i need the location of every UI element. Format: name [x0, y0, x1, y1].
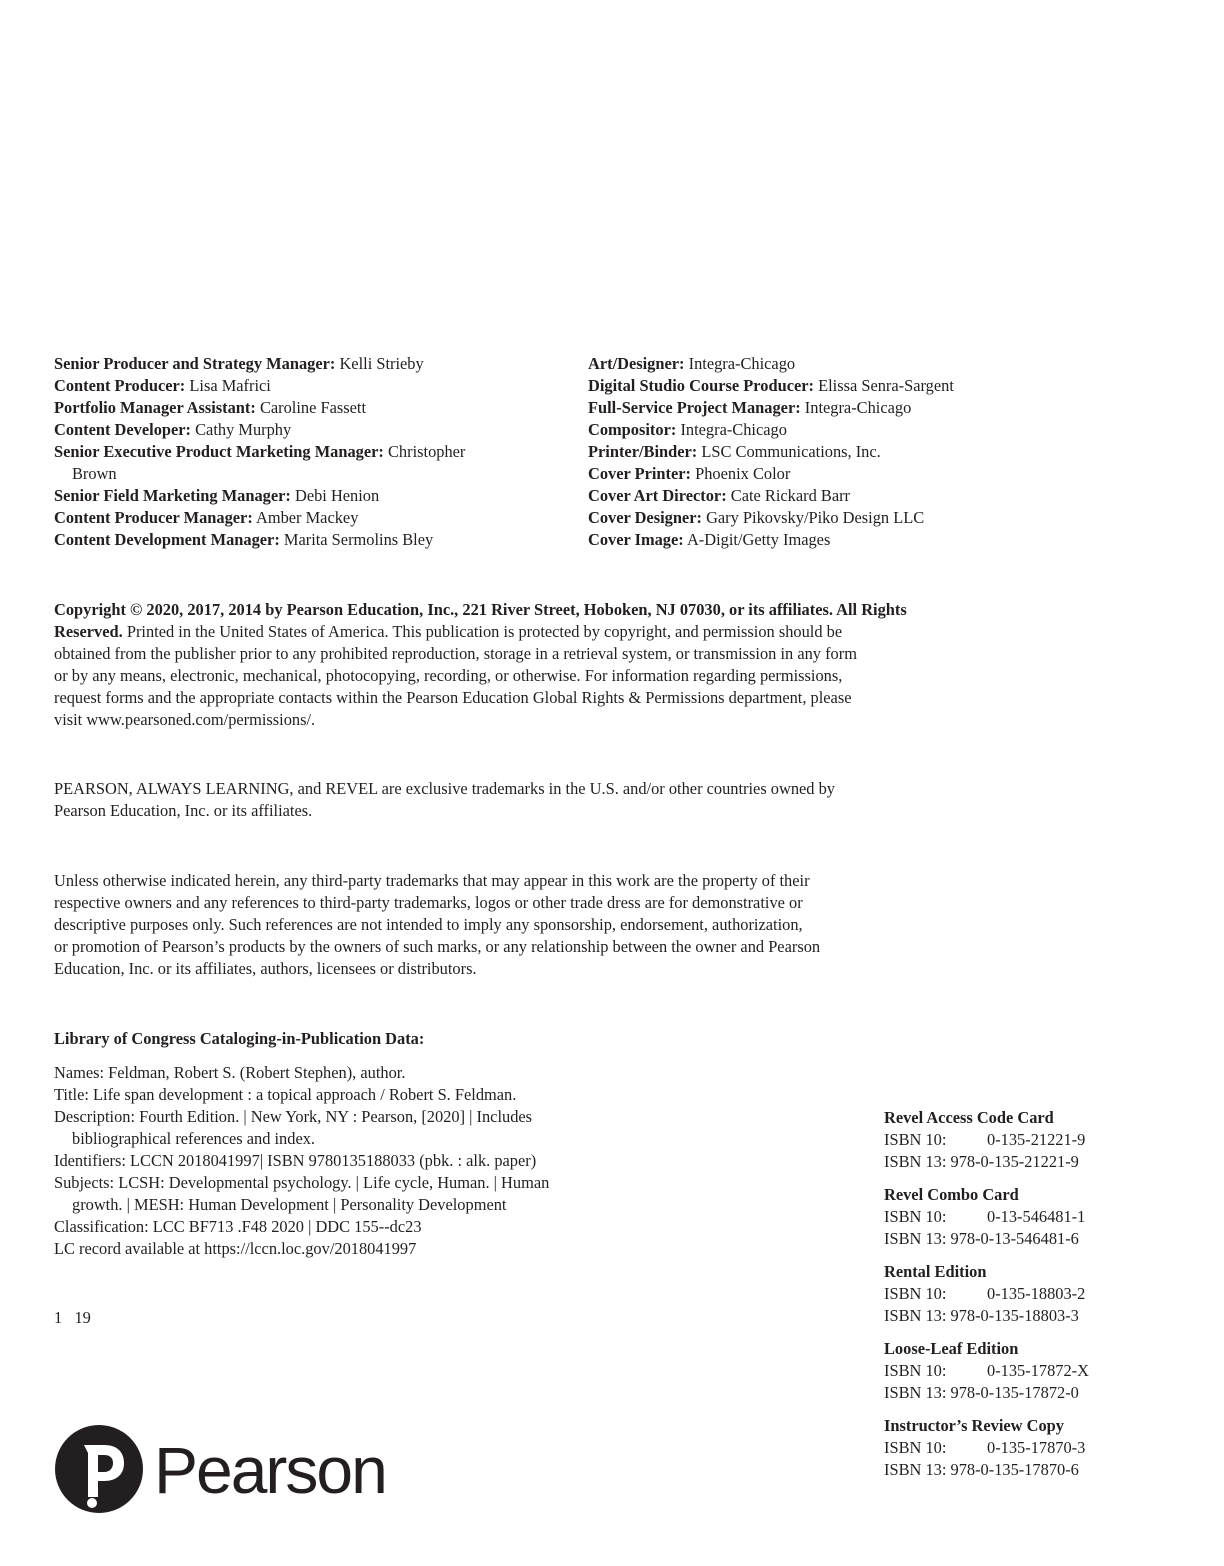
copyright-paragraph: Copyright © 2020, 2017, 2014 by Pearson Education, Inc., 221 River Street, Hoboken, NJ 07030, or its affiliates. All Rights Reserved. Printed in the United States of America. This publication is protected by copyright, and permission should be obtained from the publisher prior to any prohibited reproduction, storage in a retrieval system, or transmission in any form or by any means, electronic, mechanical, photocopying, recording, or otherwise. For information regarding permissions, request forms and the appropriate contacts within the Pearson Education Global Rights & Permissions department, please visit www.pearsoned.com/permissions/.	[54, 600, 907, 729]
cip-line: growth. | MESH: Human Development | Personality Development	[72, 1195, 507, 1214]
cip-line: Names: Feldman, Robert S. (Robert Stephen), author.	[54, 1063, 406, 1082]
trademarks-paragraph: PEARSON, ALWAYS LEARNING, and REVEL are exclusive trademarks in the U.S. and/or other countries owned by Pearson Education, Inc. or its affiliates.	[54, 779, 835, 820]
printing-line: 1 19	[54, 1308, 91, 1327]
credit-line: Content Producer: Lisa Mafrici	[54, 376, 271, 395]
credit-line: Cover Designer: Gary Pikovsky/Piko Design LLC	[588, 508, 925, 527]
pearson-logo	[54, 1423, 386, 1517]
credit-line: Printer/Binder: LSC Communications, Inc.	[588, 442, 881, 461]
credit-line: Content Producer Manager: Amber Mackey	[54, 508, 359, 527]
credits-left	[54, 353, 574, 551]
credit-line: Portfolio Manager Assistant: Caroline Fassett	[54, 398, 367, 417]
third-party-paragraph: Unless otherwise indicated herein, any third-party trademarks that may appear in this work are the property of their respective owners and any references to third-party trademarks, logos or other trade dress are for demonstrative or descriptive purposes only. Such references are not intended to imply any sponsorship, endorsement, authorization, or promotion of Pearson’s products by the owners of such marks, or any relationship between the owner and Pearson Education, Inc. or its affiliates, authors, licensees or distributors.	[54, 871, 821, 978]
isbn-group: Loose-Leaf Edition ISBN 10: 0-135-17872-X ISBN 13: 978-0-135-17872-0	[884, 1339, 1089, 1402]
cip-line: LC record available at https://lccn.loc.gov/2018041997	[54, 1239, 417, 1258]
cip-line: Classification: LCC BF713 .F48 2020 | DDC 155--dc23	[54, 1217, 422, 1236]
credit-line: Cover Image: A-Digit/Getty Images	[588, 530, 831, 549]
credit-line: Senior Field Marketing Manager: Debi Henion	[54, 486, 380, 505]
isbn-group: Revel Combo Card ISBN 10: 0-13-546481-1 ISBN 13: 978-0-13-546481-6	[884, 1185, 1086, 1248]
cip-line: Identifiers: LCCN 2018041997| ISBN 9780135188033 (pbk. : alk. paper)	[54, 1151, 537, 1170]
credits-right	[588, 353, 1088, 551]
isbn-group: Rental Edition ISBN 10: 0-135-18803-2 ISBN 13: 978-0-135-18803-3	[884, 1262, 1086, 1325]
credit-line: Cover Printer: Phoenix Color	[588, 464, 791, 483]
cip-line: bibliographical references and index.	[72, 1129, 316, 1148]
credit-line-continued: Brown	[72, 464, 117, 483]
isbn-group: Revel Access Code Card ISBN 10: 0-135-21221-9 ISBN 13: 978-0-135-21221-9	[884, 1108, 1086, 1171]
isbn-list	[884, 1107, 1184, 1492]
credit-line: Digital Studio Course Producer: Elissa Senra-Sargent	[588, 376, 954, 395]
credit-line: Content Development Manager: Marita Sermolins Bley	[54, 530, 434, 549]
cip-heading: Library of Congress Cataloging-in-Publication Data:	[54, 1029, 425, 1048]
credit-line: Art/Designer: Integra-Chicago	[588, 354, 796, 373]
pearson-wordmark: Pearson	[154, 1433, 386, 1507]
cip-line: Title: Life span development : a topical approach / Robert S. Feldman.	[54, 1085, 517, 1104]
cip-line: Subjects: LCSH: Developmental psychology. | Life cycle, Human. | Human	[54, 1173, 550, 1192]
credit-line: Compositor: Integra-Chicago	[588, 420, 787, 439]
credit-line: Content Developer: Cathy Murphy	[54, 420, 292, 439]
pearson-p-icon	[54, 1423, 144, 1515]
credit-line: Cover Art Director: Cate Rickard Barr	[588, 486, 851, 505]
credit-line: Full-Service Project Manager: Integra-Chicago	[588, 398, 912, 417]
isbn-group: Instructor’s Review Copy ISBN 10: 0-135-17870-3 ISBN 13: 978-0-135-17870-6	[884, 1416, 1086, 1479]
cip-block	[54, 1028, 694, 1260]
credit-line: Senior Executive Product Marketing Manager: Christopher	[54, 442, 466, 461]
cip-line: Description: Fourth Edition. | New York, NY : Pearson, [2020] | Includes	[54, 1107, 533, 1126]
credit-line: Senior Producer and Strategy Manager: Kelli Strieby	[54, 354, 424, 373]
